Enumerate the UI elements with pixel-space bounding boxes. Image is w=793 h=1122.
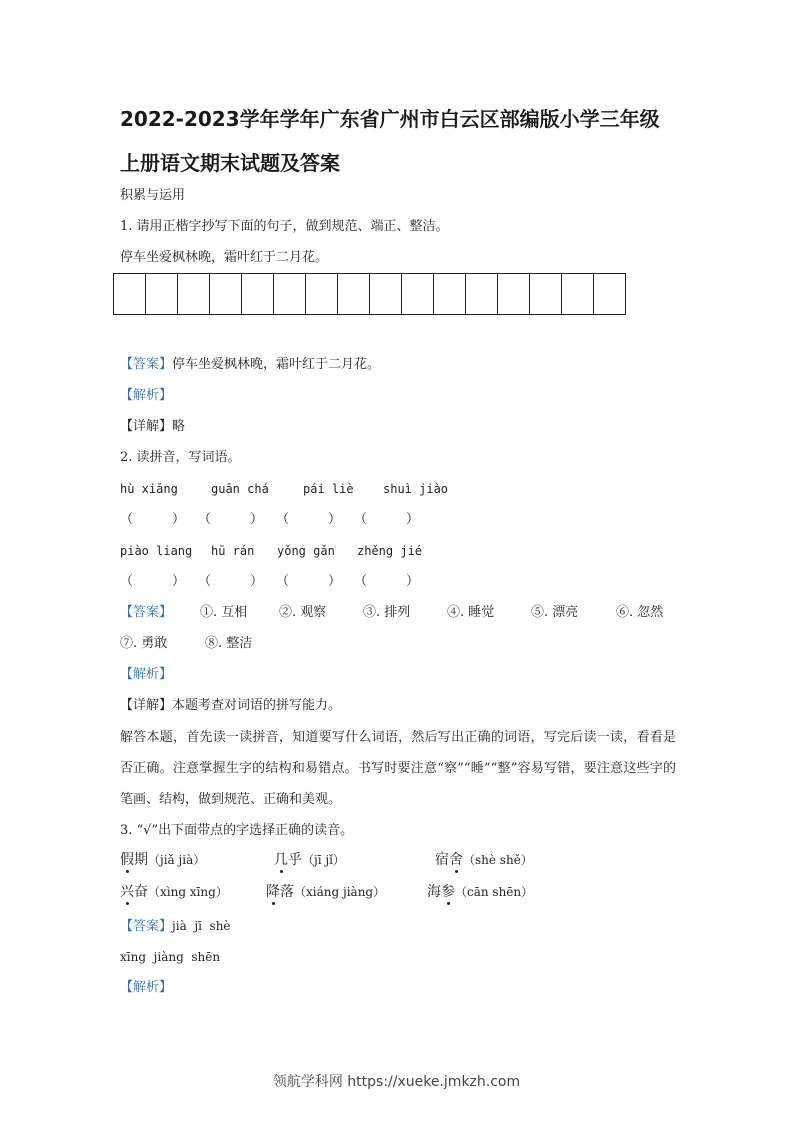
answer-blank: （ ）: [276, 574, 342, 589]
q3-item: [266, 883, 427, 901]
grid-cell: [274, 273, 306, 315]
char: 落: [280, 884, 294, 900]
q3-item: [120, 883, 266, 901]
grid-cell: [242, 273, 274, 315]
q3-answer-line1: [120, 917, 231, 936]
dotted-char: 几: [274, 852, 288, 868]
pinyin-item: hū rán: [211, 544, 255, 558]
q2-pinyin-row1: [120, 480, 448, 498]
q2-detail-text: 本题考查对词语的拼写能力。: [172, 698, 342, 713]
q2-analysis-tag: 【解析】: [120, 667, 173, 682]
q3-answer-line2: xīng jiàng shēn: [120, 950, 221, 964]
answer-blank: （ ）: [120, 574, 186, 589]
grid-cell: [114, 273, 146, 315]
pinyin-options: （jī jǐ）: [302, 853, 345, 867]
dotted-char: 兴: [120, 884, 134, 900]
q3-item: [427, 884, 533, 900]
pinyin-options: （xiáng jiàng）: [294, 885, 386, 899]
answer-blank: （ ）: [198, 574, 264, 589]
pinyin-item: piào liang: [120, 544, 193, 558]
q1-detail-text: 略: [172, 419, 186, 434]
q3-item: [274, 851, 435, 869]
grid-cell: [466, 273, 498, 315]
answer-blank: （ ）: [276, 512, 342, 527]
grid-cell: [562, 273, 594, 315]
q2-answer-blanks-row2: [120, 573, 419, 591]
answer-item: ③. 排列: [363, 605, 411, 620]
pinyin-item: hù xiāng: [120, 482, 178, 496]
q3-analysis-tag: 【解析】: [120, 980, 173, 995]
dotted-char: 参: [441, 884, 455, 900]
document-title-line1: 2022-2023学年学年广东省广州市白云区部编版小学三年级: [120, 107, 660, 131]
grid-cell: [210, 273, 242, 315]
char: 海: [427, 884, 441, 900]
pinyin-item: shuì jiào: [383, 482, 449, 496]
answer-item: ⑥. 忽然: [616, 605, 664, 620]
q1-answer-text: 停车坐爱枫林晚，霜叶红于二月花。: [172, 357, 381, 372]
footer-watermark: 领航学科网 https://xueke.jmkzh.com: [272, 1074, 521, 1090]
answer-item: ②. 观察: [279, 605, 327, 620]
section-heading: 积累与运用: [120, 188, 186, 203]
answer-blank: （ ）: [198, 512, 264, 527]
q3-item: [435, 852, 533, 868]
q1-analysis-tag: 【解析】: [120, 388, 173, 403]
q3-answer-text: jià jī shè: [172, 919, 231, 933]
q3-prompt: 3. “√”出下面带点的字选择正确的读音。: [120, 823, 354, 838]
answer-item: ⑧. 整洁: [205, 636, 253, 651]
pinyin-options: （cān shēn）: [455, 885, 534, 899]
q1-answer: [120, 356, 380, 374]
answer-tag: 【答案】: [120, 605, 173, 620]
pinyin-item: guān chá: [211, 482, 269, 496]
answer-item: ⑦. 勇敢: [120, 636, 168, 651]
q2-explanation: 解答本题，首先读一读拼音，知道要写什么词语，然后写出正确的词语，写完后读一读，看看是否正确。注意掌握生字的结构和易错点。书写时要注意“察”“睡”“整”容易写错，要注意这些字的笔画、结构，做到规范、正确和美观。: [120, 730, 676, 807]
answer-blank: （ ）: [354, 512, 420, 527]
answer-blank: （ ）: [354, 574, 420, 589]
grid-cell: [434, 273, 466, 315]
detail-tag: 【详解】: [120, 698, 173, 713]
dotted-char: 降: [266, 884, 280, 900]
q2-detail: [120, 697, 341, 715]
pinyin-options: （jiǎ jià）: [148, 853, 206, 867]
answer-item: ①. 互相: [200, 605, 248, 620]
pinyin-options: （shè shě）: [463, 853, 533, 867]
pinyin-item: yǒng gǎn: [277, 544, 335, 558]
grid-cell: [498, 273, 530, 315]
answer-tag: 【答案】: [120, 357, 173, 372]
grid-cell: [178, 273, 210, 315]
detail-tag: 【详解】: [120, 419, 173, 434]
q2-answer-line2: [120, 635, 252, 653]
q1-detail: [120, 418, 185, 436]
document-title-line2: 上册语文期末试题及答案: [120, 151, 340, 175]
q3-row1: [120, 851, 533, 869]
q2-answer-blanks-row1: [120, 511, 419, 529]
char: 乎: [288, 852, 302, 868]
char: 期: [134, 852, 148, 868]
q3-item: [120, 851, 274, 869]
grid-cell: [402, 273, 434, 315]
answer-item: ⑤. 漂亮: [531, 605, 579, 620]
pinyin-options: （xìng xīng）: [148, 885, 228, 899]
char: 奋: [134, 884, 148, 900]
grid-cell: [594, 273, 626, 315]
answer-blank: （ ）: [120, 512, 186, 527]
grid-cell: [370, 273, 402, 315]
q2-pinyin-row2: [120, 542, 422, 560]
answer-item: ④. 睡觉: [447, 605, 495, 620]
dotted-char: 舍: [449, 852, 463, 868]
dotted-char: 假: [120, 852, 134, 868]
q2-answer-line1: [120, 604, 663, 622]
q1-sentence: 停车坐爱枫林晚，霜叶红于二月花。: [120, 250, 329, 265]
pinyin-item: zhěng jié: [357, 544, 423, 558]
pinyin-item: pái liè: [303, 482, 354, 496]
grid-cell: [338, 273, 370, 315]
q2-prompt: 2. 读拼音，写词语。: [120, 450, 241, 465]
grid-cell: [146, 273, 178, 315]
answer-tag: 【答案】: [120, 919, 173, 934]
writing-grid: [113, 273, 626, 315]
grid-cell: [306, 273, 338, 315]
char: 宿: [435, 852, 449, 868]
grid-cell: [530, 273, 562, 315]
q1-prompt: 1. 请用正楷字抄写下面的句子，做到规范、端正、整洁。: [120, 219, 449, 234]
q3-row2: [120, 883, 533, 901]
